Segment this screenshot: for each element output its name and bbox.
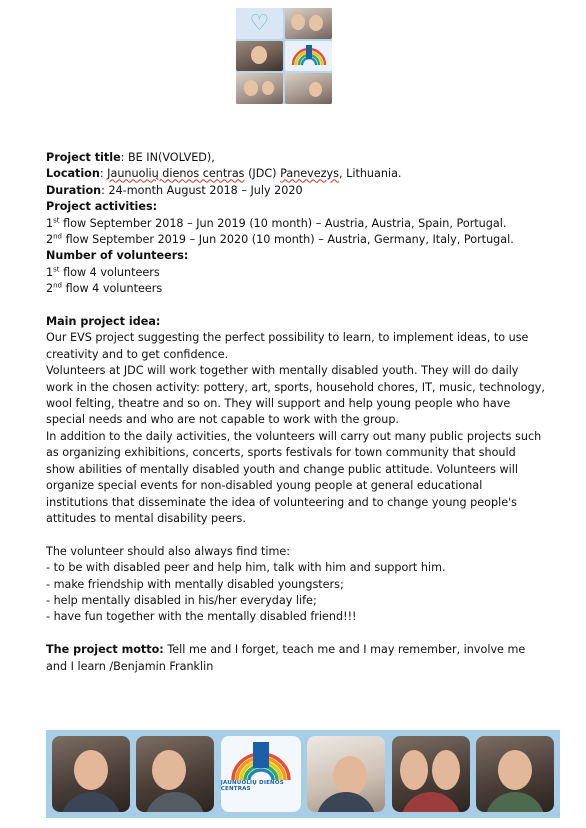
volunteers-label: Number of volunteers: — [46, 249, 189, 263]
flow-1-suffix: st — [53, 215, 60, 224]
photo-youth-2 — [136, 736, 214, 812]
vol-2-text: flow 4 volunteers — [62, 282, 163, 296]
main-idea-paragraph-2: Volunteers at JDC will work together with mentally disabled youth. They will do daily work in the chosen activity: pottery, art, sports, household chores, IT, music, technology, wool felting, theatre and so on. They will support and help young people who have special needs and who are not capable to work with the group. — [46, 364, 545, 427]
shirt — [485, 792, 545, 812]
photo-group-right — [285, 73, 332, 104]
project-title-label: Project title — [46, 151, 121, 164]
main-idea-heading — [46, 314, 546, 330]
project-motto — [46, 642, 546, 675]
volunteer-time-intro: The volunteer should also always find time: — [46, 544, 291, 558]
main-idea-label: Main project idea: — [46, 315, 161, 329]
flow-1-line — [46, 216, 546, 232]
vol-1-text: flow 4 volunteers — [59, 265, 160, 279]
flow-2-text: flow September 2019 – Jun 2020 (10 month) – Austria, Germany, Italy, Portugal. — [62, 233, 514, 247]
volunteer-time-item: - help mentally disabled in his/her everyday life; — [46, 593, 317, 607]
photo-youth-5 — [476, 736, 554, 812]
project-title-value: : BE IN(VOLVED), — [120, 151, 215, 164]
face — [309, 82, 322, 97]
flow-1-number: 1 — [46, 216, 54, 230]
photo-two-friends — [285, 8, 332, 39]
motto-text: Tell me and I forget, teach me and I may remember, involve me and I learn /Benjamin Franklin — [46, 643, 526, 673]
volunteers-flow-1 — [46, 265, 546, 281]
face — [74, 750, 108, 790]
photo-portrait — [236, 41, 283, 72]
vol-1-suffix: st — [53, 265, 60, 274]
location-name: Jaunuolių dienos centras — [107, 167, 245, 181]
project-description — [46, 150, 546, 675]
face — [309, 15, 323, 31]
activities-heading — [46, 199, 546, 215]
jdc-logo-card — [221, 736, 301, 812]
flow-2-line — [46, 232, 546, 248]
vol-1-number: 1 — [46, 265, 54, 279]
volunteer-time-item: - to be with disabled peer and help him, talk with him and support him. — [46, 561, 446, 575]
shirt — [61, 792, 121, 812]
location-line — [46, 166, 546, 182]
vol-2-suffix: nd — [53, 281, 63, 290]
heart-icon: ♡ — [249, 10, 270, 36]
face — [291, 14, 305, 30]
header-photo-collage — [236, 8, 332, 104]
face — [262, 81, 274, 95]
face — [244, 80, 258, 96]
location-rest: , Lithuania. — [339, 167, 402, 181]
shirt — [145, 792, 205, 812]
photo-youth-4 — [392, 736, 470, 812]
main-idea-paragraph-1: Our EVS project suggesting the perfect possibility to learn, to implement ideas, to use creativity and to get confidence. — [46, 331, 529, 361]
vol-2-number: 2 — [46, 282, 54, 296]
jdc-logo-tile — [285, 41, 332, 72]
flow-2-suffix: nd — [53, 232, 63, 241]
heart-drawing-tile — [236, 8, 283, 39]
volunteers-flow-2 — [46, 281, 546, 297]
face — [498, 750, 532, 790]
jdc-logo-icon — [289, 43, 329, 69]
activities-label: Project activities: — [46, 200, 158, 214]
location-city: Panevezys — [280, 167, 339, 181]
shirt — [401, 792, 461, 812]
volunteer-time-item: - have fun together with the mentally disabled friend!!! — [46, 610, 357, 624]
face — [333, 756, 367, 796]
shirt — [316, 792, 376, 812]
jdc-mark-icon — [253, 742, 269, 768]
motto-label: The project motto: — [46, 643, 164, 657]
photo-youth-1 — [52, 736, 130, 812]
face — [400, 750, 428, 790]
flow-2-number: 2 — [46, 233, 54, 247]
project-title-line — [46, 150, 546, 166]
face — [432, 750, 460, 790]
face — [251, 46, 267, 64]
face — [152, 750, 186, 790]
main-idea-paragraph-3: In addition to the daily activities, the volunteers will carry out many public projects such as organizing exhibitions, concerts, sports festivals for town community that should show abilities of mentally disabled youth and change public attitude. Volunteers will organize special events for non-disabled young people at general educational institutions that disseminate the idea of volunteering and to change young people's attitudes to mental disability peers. — [46, 429, 542, 525]
location-label: Location — [46, 167, 100, 181]
duration-value: : 24-month August 2018 – July 2020 — [101, 183, 303, 197]
photo-group-left — [236, 73, 283, 104]
volunteers-heading — [46, 248, 546, 264]
flow-1-text: flow September 2018 – Jun 2019 (10 month) – Austria, Austria, Spain, Portugal. — [59, 216, 507, 230]
duration-label: Duration — [46, 183, 102, 197]
location-colon: : — [99, 167, 108, 181]
duration-line — [46, 183, 546, 199]
photo-youth-3 — [307, 736, 385, 812]
location-mid: (JDC) — [244, 167, 281, 181]
footer-photo-strip — [46, 730, 560, 818]
jdc-logo-caption: JAUNUOLIŲ DIENOS CENTRAS — [220, 780, 284, 792]
volunteer-time-item: - make friendship with mentally disabled youngsters; — [46, 577, 344, 591]
